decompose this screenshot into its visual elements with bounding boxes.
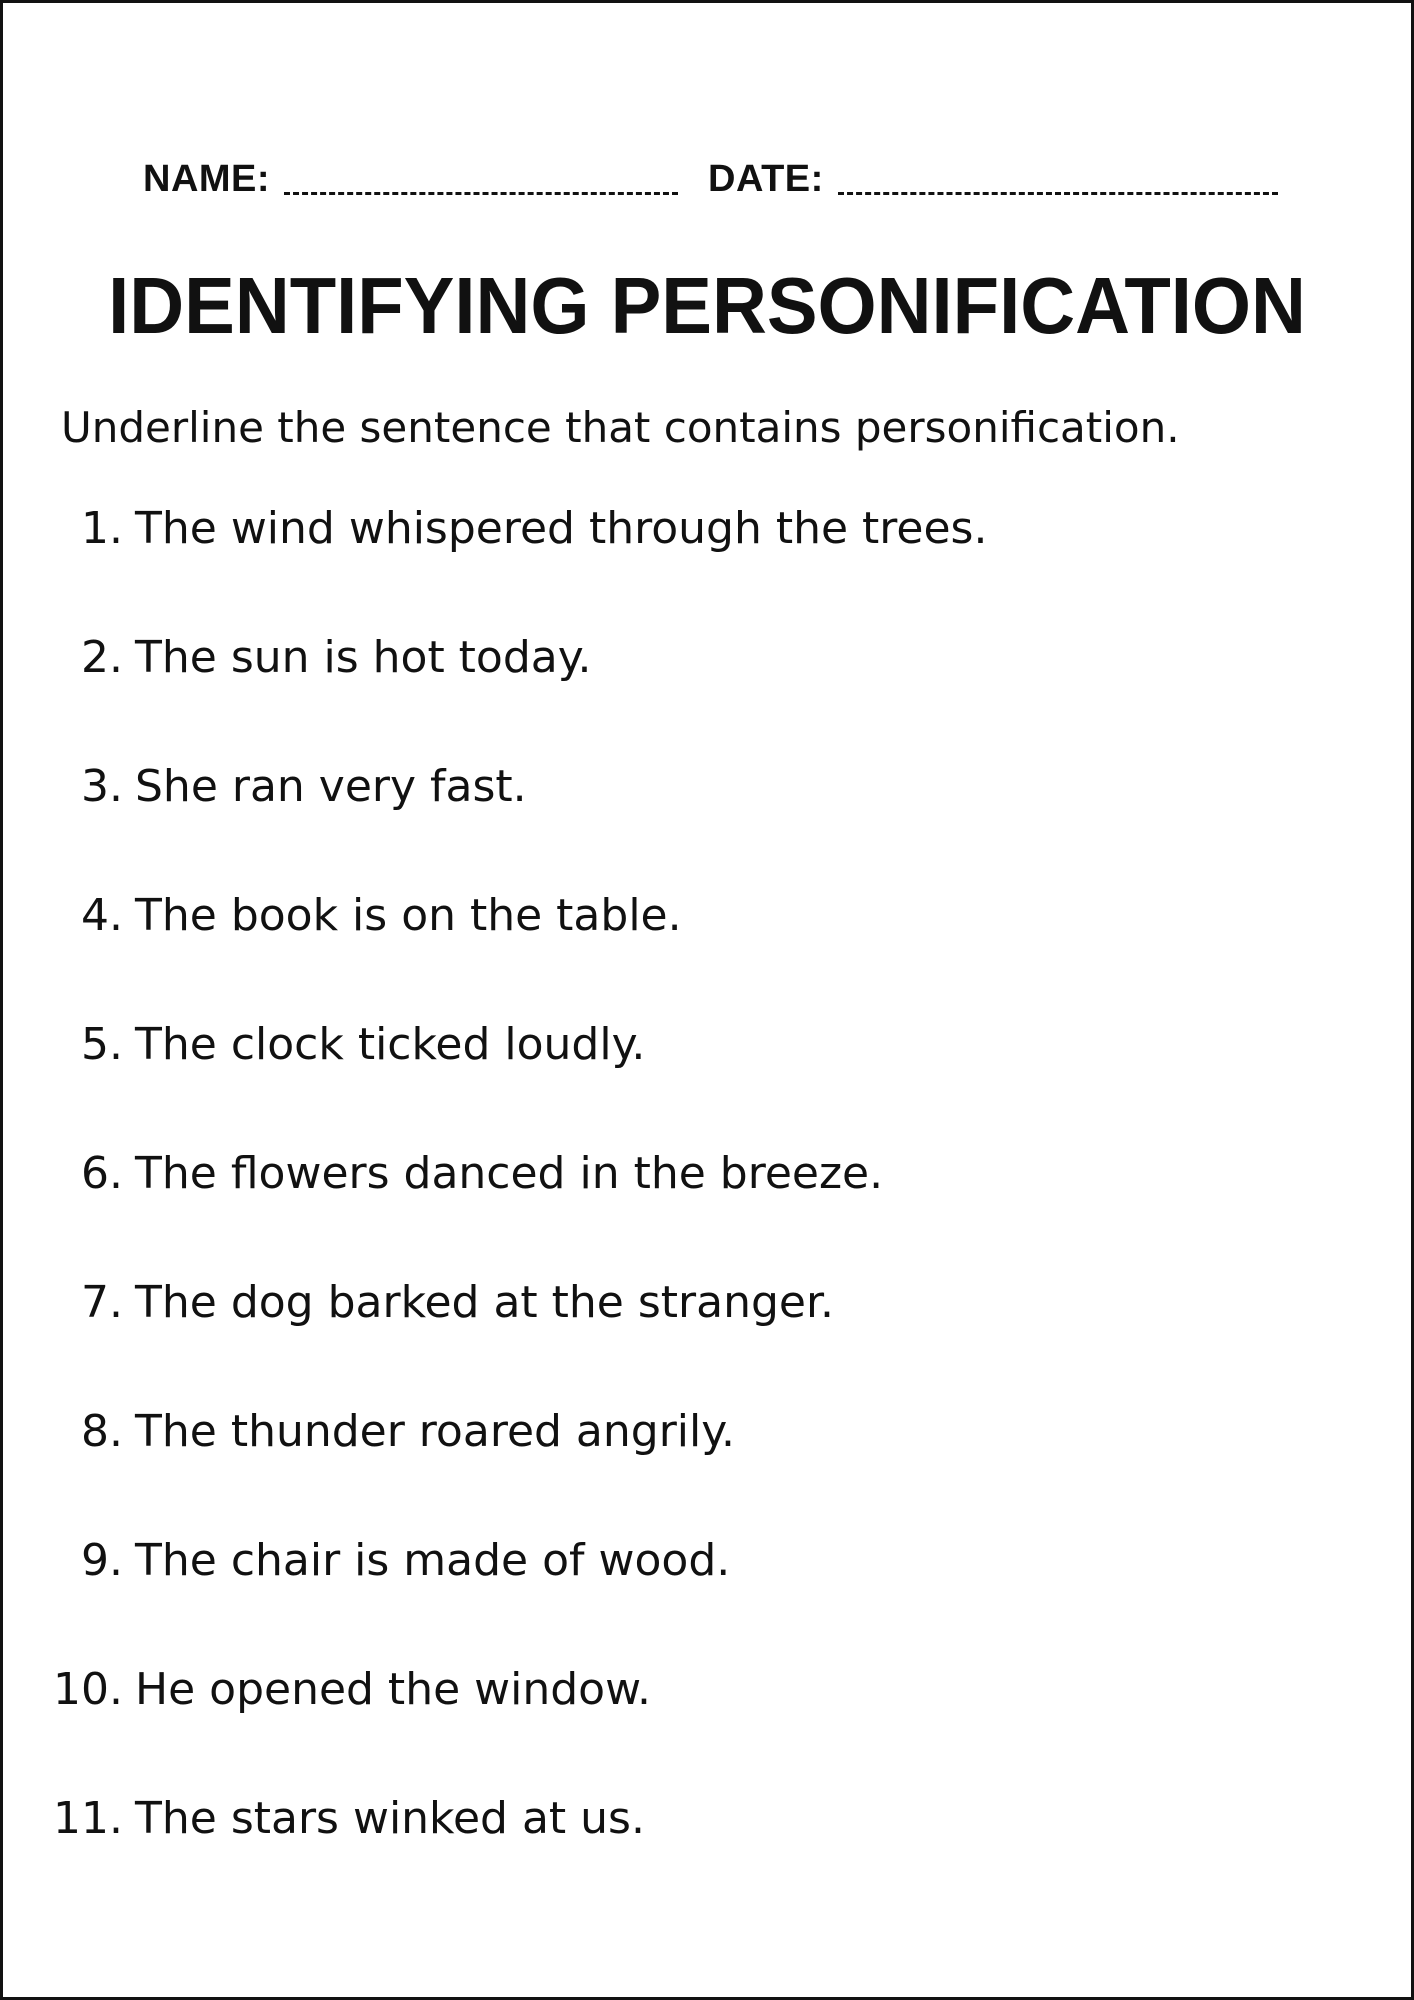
question-list — [53, 498, 987, 1917]
question-sentence[interactable]: The sun is hot today. — [135, 632, 592, 683]
question-item[interactable] — [53, 885, 987, 1014]
question-number: 8. — [81, 1406, 123, 1457]
question-item[interactable] — [53, 1659, 987, 1788]
date-field — [708, 157, 1278, 201]
date-label: DATE: — [708, 158, 824, 200]
question-sentence[interactable]: The dog barked at the stranger. — [135, 1277, 835, 1328]
question-sentence[interactable]: The flowers danced in the breeze. — [135, 1148, 884, 1199]
question-item[interactable] — [53, 1143, 987, 1272]
page-title: IDENTIFYING PERSONIFICATION — [108, 261, 1306, 350]
question-number: 9. — [81, 1535, 123, 1586]
instructions-text: Underline the sentence that contains personification. — [61, 403, 1180, 452]
question-number: 10. — [53, 1664, 123, 1715]
question-item[interactable] — [53, 1401, 987, 1530]
name-label: NAME: — [143, 158, 271, 200]
question-item[interactable] — [53, 1272, 987, 1401]
question-sentence[interactable]: The thunder roared angrily. — [135, 1406, 735, 1457]
question-item[interactable] — [53, 498, 987, 627]
question-number: 3. — [81, 761, 123, 812]
question-sentence[interactable]: The stars winked at us. — [135, 1793, 645, 1844]
question-sentence[interactable]: The wind whispered through the trees. — [135, 503, 988, 554]
question-item[interactable] — [53, 1788, 987, 1917]
question-number: 6. — [81, 1148, 123, 1199]
question-item[interactable] — [53, 627, 987, 756]
question-number: 5. — [81, 1019, 123, 1070]
name-field — [143, 157, 708, 201]
question-number: 1. — [81, 503, 123, 554]
question-item[interactable] — [53, 756, 987, 885]
question-item[interactable] — [53, 1530, 987, 1659]
question-number: 4. — [81, 890, 123, 941]
question-number: 7. — [81, 1277, 123, 1328]
name-blank-line[interactable] — [284, 192, 678, 195]
question-sentence[interactable]: The clock ticked loudly. — [135, 1019, 646, 1070]
question-number: 11. — [53, 1793, 123, 1844]
header-fields — [143, 151, 1278, 201]
question-number: 2. — [81, 632, 123, 683]
question-sentence[interactable]: The chair is made of wood. — [135, 1535, 731, 1586]
date-blank-line[interactable] — [838, 192, 1278, 195]
question-sentence[interactable]: She ran very fast. — [135, 761, 527, 812]
question-sentence[interactable]: He opened the window. — [135, 1664, 652, 1715]
question-item[interactable] — [53, 1014, 987, 1143]
question-sentence[interactable]: The book is on the table. — [135, 890, 682, 941]
